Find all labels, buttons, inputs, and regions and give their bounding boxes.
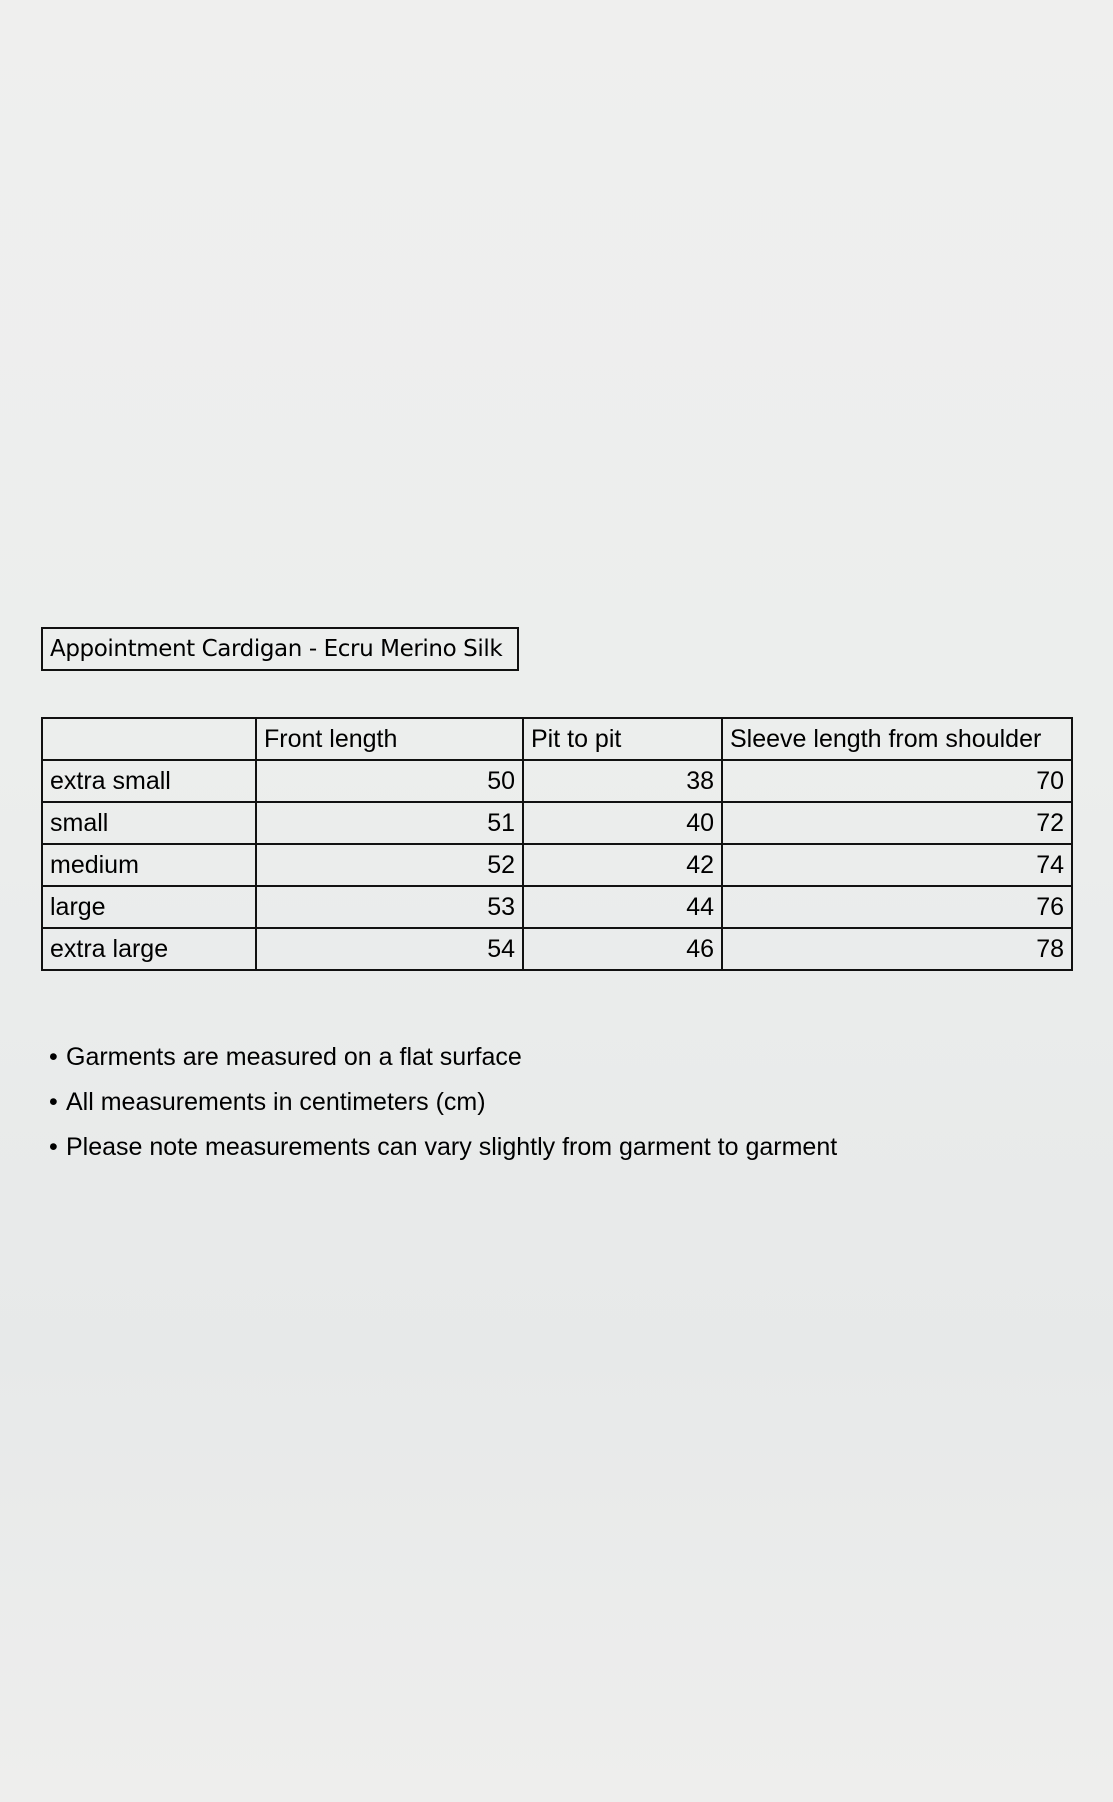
front-length-value: 52 bbox=[256, 844, 523, 886]
table-header-row bbox=[42, 718, 1072, 760]
bullet-icon: • bbox=[49, 1088, 58, 1116]
front-length-value: 51 bbox=[256, 802, 523, 844]
list-item bbox=[49, 1035, 837, 1080]
table-row bbox=[42, 928, 1072, 970]
table-row bbox=[42, 844, 1072, 886]
sleeve-length-value: 78 bbox=[722, 928, 1072, 970]
note-text: Garments are measured on a flat surface bbox=[66, 1043, 522, 1071]
note-text: All measurements in centimeters (cm) bbox=[66, 1088, 486, 1116]
sleeve-length-value: 70 bbox=[722, 760, 1072, 802]
sleeve-length-value: 74 bbox=[722, 844, 1072, 886]
size-label: extra small bbox=[42, 760, 256, 802]
pit-to-pit-value: 40 bbox=[523, 802, 722, 844]
product-title: Appointment Cardigan - Ecru Merino Silk bbox=[41, 627, 519, 671]
size-label: large bbox=[42, 886, 256, 928]
header-front-length: Front length bbox=[256, 718, 523, 760]
sleeve-length-value: 76 bbox=[722, 886, 1072, 928]
pit-to-pit-value: 44 bbox=[523, 886, 722, 928]
pit-to-pit-value: 38 bbox=[523, 760, 722, 802]
table-row bbox=[42, 802, 1072, 844]
header-size-cell bbox=[42, 718, 256, 760]
size-label: medium bbox=[42, 844, 256, 886]
size-label: small bbox=[42, 802, 256, 844]
list-item bbox=[49, 1125, 837, 1170]
table-row bbox=[42, 886, 1072, 928]
sleeve-length-value: 72 bbox=[722, 802, 1072, 844]
bullet-icon: • bbox=[49, 1043, 58, 1071]
front-length-value: 50 bbox=[256, 760, 523, 802]
pit-to-pit-value: 46 bbox=[523, 928, 722, 970]
note-text: Please note measurements can vary slightly from garment to garment bbox=[66, 1133, 838, 1161]
pit-to-pit-value: 42 bbox=[523, 844, 722, 886]
measurement-notes bbox=[49, 1035, 837, 1170]
header-pit-to-pit: Pit to pit bbox=[523, 718, 722, 760]
front-length-value: 54 bbox=[256, 928, 523, 970]
table-row bbox=[42, 760, 1072, 802]
bullet-icon: • bbox=[49, 1133, 58, 1161]
size-label: extra large bbox=[42, 928, 256, 970]
list-item bbox=[49, 1080, 837, 1125]
front-length-value: 53 bbox=[256, 886, 523, 928]
size-chart-table bbox=[41, 717, 1073, 971]
header-sleeve-length: Sleeve length from shoulder bbox=[722, 718, 1072, 760]
